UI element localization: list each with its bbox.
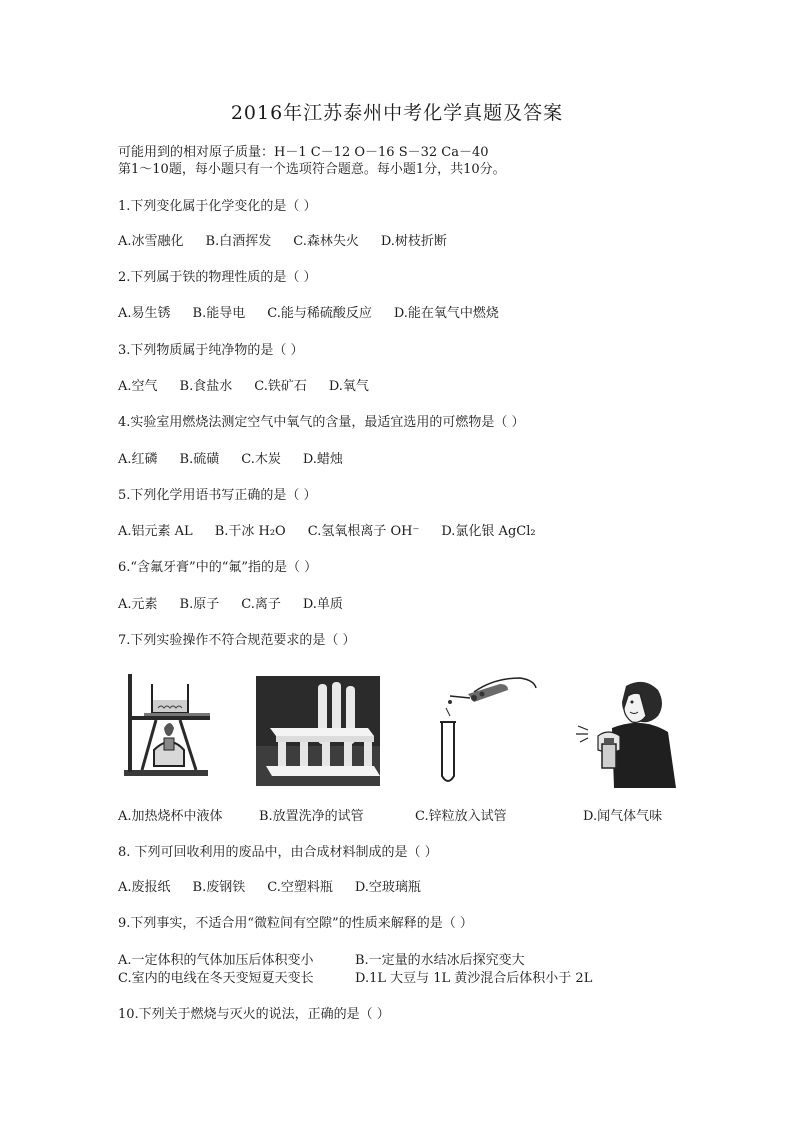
option-c: C.木炭 <box>241 452 281 467</box>
question-3-options <box>118 379 391 395</box>
instructions: 第1～10题，每小题只有一个选项符合题意。每小题1分，共10分。 <box>118 162 506 177</box>
option-c: C.离子 <box>241 597 281 612</box>
question-1-options <box>118 234 469 250</box>
option-b: B.原子 <box>179 597 220 612</box>
figure-d-caption: D.闻气体气味 <box>583 809 663 824</box>
question-9-option-b: B.一定量的水结冰后探究变大 <box>355 953 525 968</box>
figure-c-caption: C.锌粒放入试管 <box>415 809 507 824</box>
option-d: D.空玻璃瓶 <box>354 880 421 895</box>
option-b: B.硫磺 <box>179 452 220 467</box>
question-3-stem: 3.下列物质属于纯净物的是（ ） <box>118 343 304 358</box>
question-6-options <box>118 597 365 613</box>
option-d: D.蜡烛 <box>302 452 343 467</box>
option-c: C.能与稀硫酸反应 <box>267 306 372 321</box>
option-a: A.空气 <box>118 379 158 394</box>
option-a: A.冰雪融化 <box>118 234 184 249</box>
option-b: B.能导电 <box>192 306 246 321</box>
option-b: B.废钢铁 <box>192 880 246 895</box>
question-2-options <box>118 306 521 322</box>
option-b: B.干冰 H₂O <box>214 524 286 539</box>
option-c: C.空塑料瓶 <box>267 880 333 895</box>
option-a: A.易生锈 <box>118 306 171 321</box>
option-a: A.元素 <box>118 597 158 612</box>
figure-b-caption: B.放置洗净的试管 <box>259 809 364 824</box>
option-d: D.能在氧气中燃烧 <box>393 306 499 321</box>
question-9-stem: 9.下列事实，不适合用“微粒间有空隙”的性质来解释的是（ ） <box>118 916 473 931</box>
question-9-option-a: A.一定体积的气体加压后体积变小 <box>118 953 314 968</box>
option-b: B.白酒挥发 <box>205 234 272 249</box>
option-a: A.废报纸 <box>118 880 171 895</box>
figure-a-heating-beaker <box>118 670 218 780</box>
question-5-options <box>118 524 558 540</box>
figure-c-zinc-into-test-tube <box>430 672 540 788</box>
figure-b-test-tube-rack <box>256 676 380 786</box>
option-a: A.铝元素 AL <box>118 524 193 539</box>
figure-d-smelling-gas <box>572 672 676 790</box>
option-d: D.单质 <box>302 597 343 612</box>
option-a: A.红磷 <box>118 452 158 467</box>
option-d: D.树枝折断 <box>380 234 447 249</box>
question-1-stem: 1.下列变化属于化学变化的是（ ） <box>118 199 317 214</box>
option-b: B.食盐水 <box>179 379 233 394</box>
question-8-options <box>118 880 443 896</box>
option-c: C.氢氧根离子 OH⁻ <box>307 524 420 539</box>
figure-a-caption: A.加热烧杯中液体 <box>118 809 223 824</box>
option-d: D.氯化银 AgCl₂ <box>441 524 536 539</box>
question-8-stem: 8. 下列可回收利用的废品中，由合成材料制成的是（ ） <box>118 845 438 860</box>
option-c: C.森林失火 <box>293 234 359 249</box>
page-title: 2016年江苏泰州中考化学真题及答案 <box>230 102 564 124</box>
question-2-stem: 2.下列属于铁的物理性质的是（ ） <box>118 270 317 285</box>
question-4-options <box>118 452 365 468</box>
option-c: C.铁矿石 <box>254 379 307 394</box>
question-6-stem: 6.“含氟牙膏”中的“氟”指的是（ ） <box>118 560 318 575</box>
atomic-mass-note: 可能用到的相对原子质量：H－1 C－12 O－16 S－32 Ca－40 <box>118 145 489 160</box>
question-9-option-c: C.室内的电线在冬天变短夏天变长 <box>118 971 314 986</box>
question-4-stem: 4.实验室用燃烧法测定空气中氧气的含量，最适宜选用的可燃物是（ ） <box>118 415 525 430</box>
question-7-stem: 7.下列实验操作不符合规范要求的是（ ） <box>118 633 356 648</box>
option-d: D.氧气 <box>328 379 369 394</box>
question-5-stem: 5.下列化学用语书写正确的是（ ） <box>118 488 317 503</box>
question-10-stem: 10.下列关于燃烧与灭火的说法，正确的是（ ） <box>118 1007 390 1022</box>
question-9-option-d: D.1L 大豆与 1L 黄沙混合后体积小于 2L <box>355 971 593 986</box>
